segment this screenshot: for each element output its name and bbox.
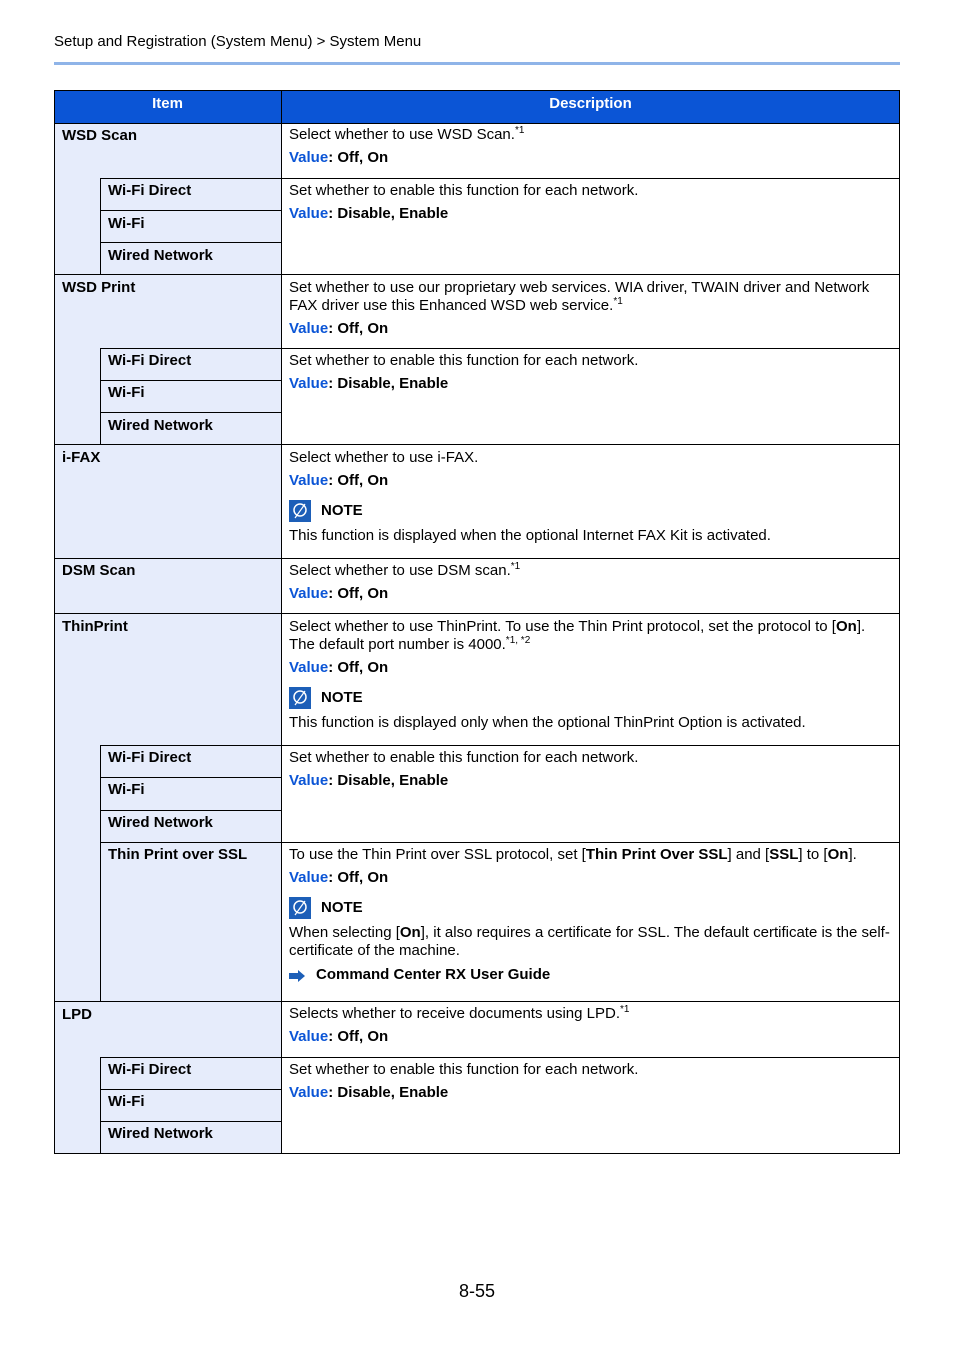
item-wifi: Wi-Fi: [108, 384, 145, 401]
value-key: Value: [289, 320, 329, 337]
note-heading: [289, 897, 893, 919]
value-key: Value: [289, 1084, 329, 1101]
note-label: NOTE: [321, 899, 363, 916]
footnote-ref: *1: [514, 125, 525, 136]
value-key: Value: [289, 375, 329, 392]
value-options: Disable, Enable: [337, 1084, 449, 1101]
value-options: Off, On: [337, 320, 389, 337]
desc-text: ]. The default port number is 4000.: [289, 618, 866, 653]
reference-link[interactable]: [289, 966, 893, 984]
value-options: Disable, Enable: [337, 772, 449, 789]
item-wsd-print: WSD Print: [62, 279, 136, 296]
item-wired-network: Wired Network: [108, 1125, 213, 1142]
item-wifi: Wi-Fi: [108, 781, 145, 798]
desc-wsd-print: Set whether to use our proprietary web services. WIA driver, TWAIN driver and Network FAX driver use this Enhanced WSD web service.$^{*1}$ Value: Off, On: [289, 279, 870, 337]
desc-network-wsd-scan: Set whether to enable this function for each network. Value: Disable, Enable: [289, 182, 893, 223]
footnote-ref: *1, *2: [505, 635, 531, 646]
item-wifi: Wi-Fi: [108, 1093, 145, 1110]
note-heading: [289, 687, 893, 709]
desc-bold: Thin Print Over SSL: [585, 846, 728, 863]
item-wifi-direct: Wi-Fi Direct: [108, 182, 192, 199]
note-icon: [289, 897, 311, 919]
item-wifi-direct: Wi-Fi Direct: [108, 352, 192, 369]
item-thinprint: ThinPrint: [62, 618, 128, 635]
value-key: Value: [289, 585, 329, 602]
value-key: Value: [289, 772, 329, 789]
note-text: This function is displayed when the optional Internet FAX Kit is activated.: [289, 527, 771, 544]
desc-text: Selects whether to receive documents using LPD.: [289, 1005, 621, 1022]
desc-network-thinprint: Set whether to enable this function for each network. Value: Disable, Enable: [289, 749, 893, 790]
desc-text: Set whether to enable this function for each network.: [289, 1061, 639, 1078]
value-key: Value: [289, 149, 329, 166]
desc-bold: On: [827, 846, 849, 863]
note-label: NOTE: [321, 689, 363, 706]
value-key: Value: [289, 205, 329, 222]
footnote-ref: *1: [510, 561, 521, 572]
desc-text: Set whether to enable this function for each network.: [289, 182, 639, 199]
item-dsm-scan: DSM Scan: [62, 562, 136, 579]
value-key: Value: [289, 1028, 329, 1045]
note-bold: On: [399, 924, 421, 941]
desc-text: Select whether to use DSM scan.: [289, 562, 511, 579]
desc-dsm-scan: Select whether to use DSM scan.$^{*1}$ Value: Off, On: [289, 561, 521, 602]
item-wired-network: Wired Network: [108, 814, 213, 831]
note-text: [289, 924, 893, 960]
note-icon: [289, 500, 311, 522]
desc-text: Select whether to use WSD Scan.: [289, 126, 515, 143]
column-header-description: Description: [549, 95, 632, 112]
value-key: Value: [289, 659, 329, 676]
footnote-ref: *1: [620, 1004, 630, 1015]
desc-text: Set whether to use our proprietary web services. WIA driver, TWAIN driver and Network FAX driver use this Enhanced WSD web service.: [289, 279, 870, 314]
value-options: Off, On: [337, 1028, 389, 1045]
column-header-item: Item: [152, 95, 183, 112]
breadcrumb: Setup and Registration (System Menu) > System Menu: [54, 33, 422, 50]
item-wifi-direct: Wi-Fi Direct: [108, 1061, 192, 1078]
desc-text: ] and [: [727, 846, 770, 863]
value-options: Off, On: [337, 472, 389, 489]
item-wired-network: Wired Network: [108, 417, 213, 434]
value-options: Off, On: [337, 869, 389, 886]
note-text-part: ], it also requires a certificate for SSL. The default certificate is the self-certificate of the machine.: [289, 924, 890, 959]
desc-bold: SSL: [769, 846, 799, 863]
note-text: This function is displayed only when the optional ThinPrint Option is activated.: [289, 714, 806, 731]
desc-text: ] to [: [798, 846, 828, 863]
item-thin-print-over-ssl: Thin Print over SSL: [108, 846, 248, 863]
item-wired-network: Wired Network: [108, 247, 213, 264]
value-options: Disable, Enable: [337, 205, 449, 222]
desc-text: Set whether to enable this function for each network.: [289, 352, 639, 369]
desc-text: Set whether to enable this function for each network.: [289, 749, 639, 766]
desc-network-lpd: Set whether to enable this function for each network. Value: Disable, Enable: [289, 1061, 893, 1102]
item-wsd-scan: WSD Scan: [62, 127, 138, 144]
desc-network-wsd-print: Set whether to enable this function for each network. Value: Disable, Enable: [289, 352, 893, 393]
value-options: Off, On: [337, 585, 389, 602]
reference-label[interactable]: Command Center RX User Guide: [316, 966, 551, 983]
desc-lpd: Selects whether to receive documents using LPD.$^{*1}$ Value: Off, On: [289, 1004, 630, 1045]
desc-thinprint: Select whether to use ThinPrint. To use the Thin Print protocol, set the protocol to [On]. The default port number is 4000.$^{*1, *2}$ Value: Off, On NOTE This function is displayed only when the optional ThinPrint Option is activated.: [289, 618, 893, 732]
table-header: [54, 90, 900, 123]
desc-text: Select whether to use ThinPrint. To use the Thin Print protocol, set the protocol to [: [289, 618, 836, 635]
value-options: Off, On: [337, 659, 389, 676]
settings-table: [54, 90, 900, 1154]
page-number: 8-55: [458, 1281, 496, 1301]
item-wifi: Wi-Fi: [108, 215, 145, 232]
arrow-right-icon: [289, 969, 305, 981]
desc-text: Select whether to use i-FAX.: [289, 449, 479, 466]
note-heading: [289, 500, 893, 522]
desc-wsd-scan: Select whether to use WSD Scan.$^{*1}$ Value: Off, On: [289, 125, 525, 166]
value-options: Disable, Enable: [337, 375, 449, 392]
value-key: Value: [289, 869, 329, 886]
item-wifi-direct: Wi-Fi Direct: [108, 749, 192, 766]
desc-thin-print-over-ssl: To use the Thin Print over SSL protocol, set [Thin Print Over SSL] and [SSL] to [On]. Value: Off, On NOTE When selecting [On], it also requires a certificate for SSL. The default certificate is the self-certificate of the machine. Command Center RX User Guide: [289, 846, 893, 984]
item-lpd: LPD: [62, 1006, 92, 1023]
desc-text: ].: [848, 846, 857, 863]
value-options: Off, On: [337, 149, 389, 166]
item-ifax: i-FAX: [62, 449, 101, 466]
footnote-ref: *1: [613, 296, 623, 307]
desc-ifax: Select whether to use i-FAX. Value: Off, On NOTE This function is displayed when the optional Internet FAX Kit is activated.: [289, 449, 893, 545]
note-text-part: When selecting [: [289, 924, 400, 941]
note-icon: [289, 687, 311, 709]
note-label: NOTE: [321, 502, 363, 519]
desc-text: To use the Thin Print over SSL protocol, set [: [289, 846, 586, 863]
value-key: Value: [289, 472, 329, 489]
header-rule: [54, 62, 900, 65]
desc-bold: On: [835, 618, 857, 635]
